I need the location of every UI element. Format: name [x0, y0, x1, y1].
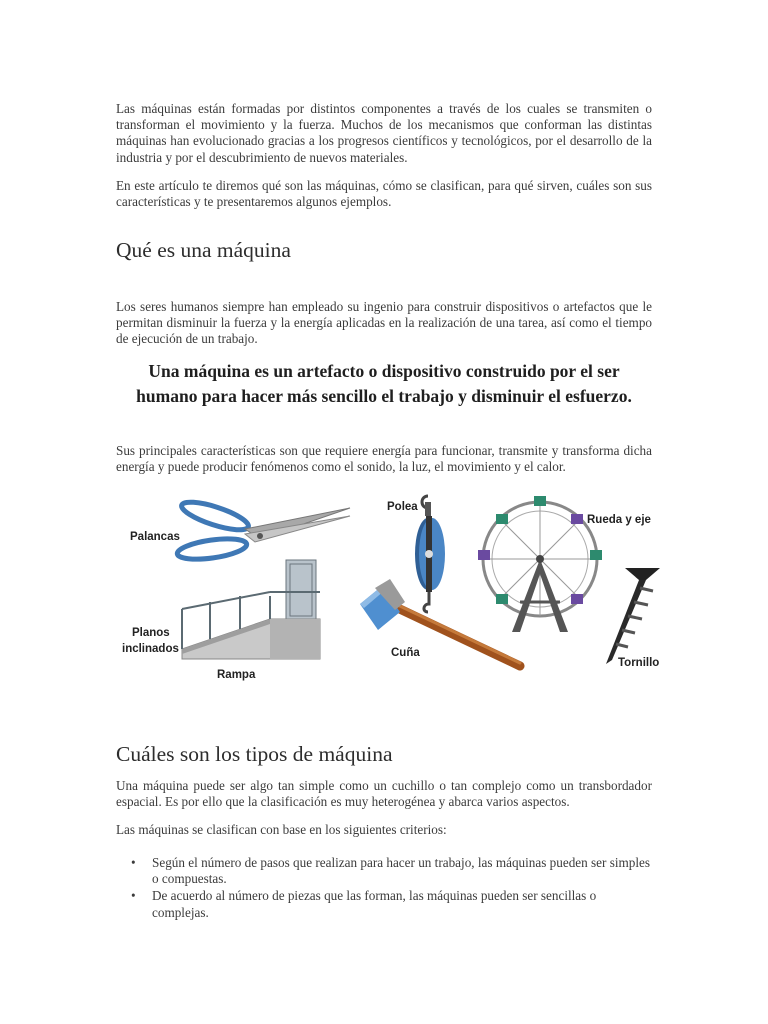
ferris-wheel-icon [478, 496, 602, 632]
label-rampa: Rampa [217, 669, 256, 681]
bullet-icon: • [131, 888, 136, 904]
list-item [116, 855, 652, 887]
definition-quote: Una máquina es un artefacto o dispositivo construido por el ser humano para hacer más sencillo el trabajo y disminuir el esfuerzo. [136, 361, 632, 406]
label-cuna: Cuña [391, 647, 420, 659]
simple-machines-illustration [120, 484, 665, 694]
section-heading-tipos: Cuáles son los tipos de máquina [116, 742, 393, 766]
screw-icon [606, 568, 660, 664]
criteria-list [116, 855, 652, 922]
section2-paragraph-2: Las máquinas se clasifican con base en los siguientes criterios: [116, 822, 447, 837]
intro-paragraph-2: En este artículo te diremos qué son las máquinas, cómo se clasifican, para qué sirven, cuáles son sus características y te presentaremos algunos ejemplos. [116, 178, 652, 210]
intro-paragraph-1: Las máquinas están formadas por distintos componentes a través de los cuales se transmiten o transforman el movimiento y la fuerza. Muchos de los mecanismos que conforman las distintas máquinas han evolucionado gracias a los progresos científicos y tecnológicos, por el desarrollo de la industria y por el descubrimiento de nuevos materiales. [116, 101, 652, 165]
section1-paragraph-1: Los seres humanos siempre han empleado su ingenio para construir dispositivos o artefactos que le permitan disminuir la fuerza y la energía aplicadas en la realización de una tarea, así como el tiempo de ejecución de un trabajo. [116, 299, 652, 347]
label-rueda-eje: Rueda y eje [587, 514, 651, 526]
label-planos: Planos [132, 627, 170, 639]
section-heading-que-es: Qué es una máquina [116, 238, 291, 262]
scissors-icon [176, 497, 350, 563]
section1-paragraph-2: Sus principales características son que requiere energía para funcionar, transmite y transforma dicha energía y puede producir fenómenos como el sonido, la luz, el movimiento y el calor. [116, 443, 652, 475]
section2-paragraph-1: Una máquina puede ser algo tan simple como un cuchillo o tan complejo como un transbordador espacial. Es por ello que la clasificación es muy heterogénea y abarca varios aspectos. [116, 778, 652, 810]
pulley-icon [415, 496, 445, 612]
ramp-icon [182, 560, 320, 659]
list-item [116, 888, 652, 920]
axe-icon [360, 579, 520, 666]
list-item-text: Según el número de pasos que realizan para hacer un trabajo, las máquinas pueden ser simples o compuestas. [152, 855, 651, 887]
label-polea: Polea [387, 501, 418, 513]
bullet-icon: • [131, 855, 136, 870]
label-palancas: Palancas [130, 531, 180, 543]
label-tornillo: Tornillo [618, 657, 660, 669]
list-item-text: De acuerdo al número de piezas que las forman, las máquinas pueden ser sencillas o complejas. [152, 888, 597, 920]
label-inclinados: inclinados [122, 643, 179, 655]
